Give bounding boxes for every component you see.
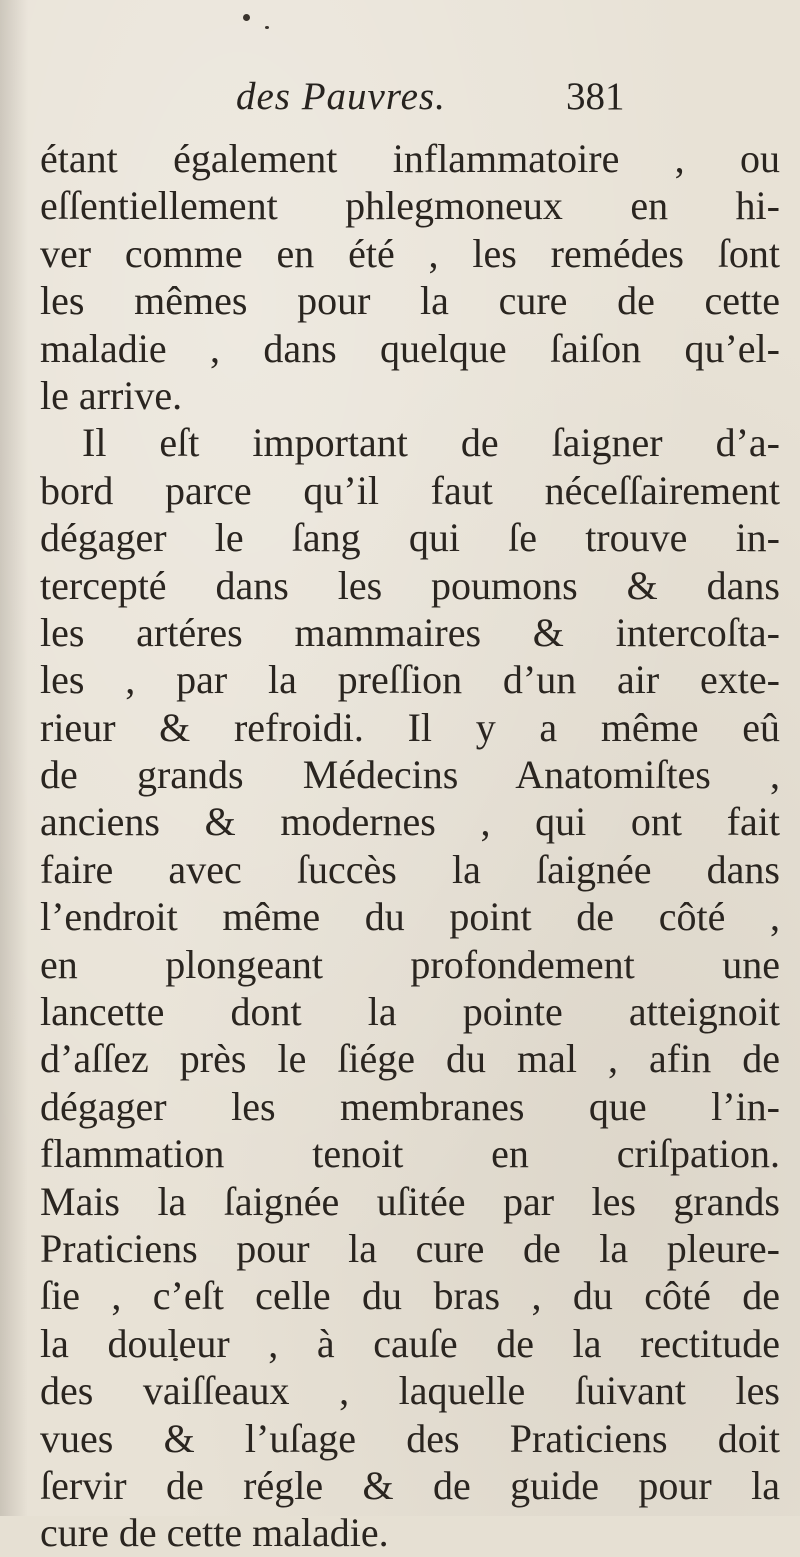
text-line: dégager le ſang qui ſe trouve in- [40,515,780,561]
text-line: les mêmes pour la cure de cette [40,278,780,324]
text-line: flammation tenoit en criſpation. [40,1131,780,1177]
text-line: des vaiſſeaux , laquelle ſuivant les [40,1368,780,1414]
text-line: lancette dont la pointe atteignoit [40,989,780,1035]
text-line: d’aſſez près le ſiége du mal , afin de [40,1036,780,1082]
text-line: les , par la preſſion d’un air exte- [40,657,780,703]
text-line: rieur & refroidi. Il y a même eû [40,704,780,750]
text-line: en plongeant profondement une [40,941,780,987]
text-line: tercepté dans les poumons & dans [40,562,780,608]
text-line: Praticiens pour la cure de la pleure- [40,1225,780,1271]
text-line: anciens & modernes , qui ont fait [40,799,780,845]
ink-speck [243,14,250,21]
text-line: ſervir de régle & de guide pour la [40,1462,780,1508]
running-head: des Pauvres. [236,75,446,118]
page-edge-shadow [0,0,28,1516]
text-line: ver comme en été , les remédes ſont [40,230,780,276]
text-line: de grands Médecins Anatomiſtes , [40,752,780,798]
ink-speck [265,26,269,29]
page-number: 381 [566,75,625,118]
text-line: ſie , c’eſt celle du bras , du côté de [40,1273,780,1319]
text-line: eſſentiellement phlegmoneux en hi- [40,183,780,229]
text-line: Il eſt important de ſaigner d’a- [82,420,780,466]
body-text [40,135,780,1557]
text-line: cure de cette maladie. [40,1510,389,1556]
text-line: la douleur , à cauſe de la rectitude [40,1320,780,1366]
text-line: Mais la ſaignée uſitée par les grands [40,1178,780,1224]
text-line: maladie , dans quelque ſaiſon qu’el- [40,325,780,371]
text-line: l’endroit même du point de côté , [40,894,780,940]
text-line: dégager les membranes que l’in- [40,1083,780,1129]
text-line: le arrive. [40,372,183,418]
text-line: faire avec ſuccès la ſaignée dans [40,846,780,892]
page-header [0,74,800,130]
text-line: bord parce qu’il faut néceſſairement [40,467,780,513]
text-line: étant également inflammatoire , ou [40,136,780,181]
text-line: vues & l’uſage des Praticiens doit [40,1415,780,1461]
text-line: les artéres mammaires & intercoſta- [40,609,780,655]
